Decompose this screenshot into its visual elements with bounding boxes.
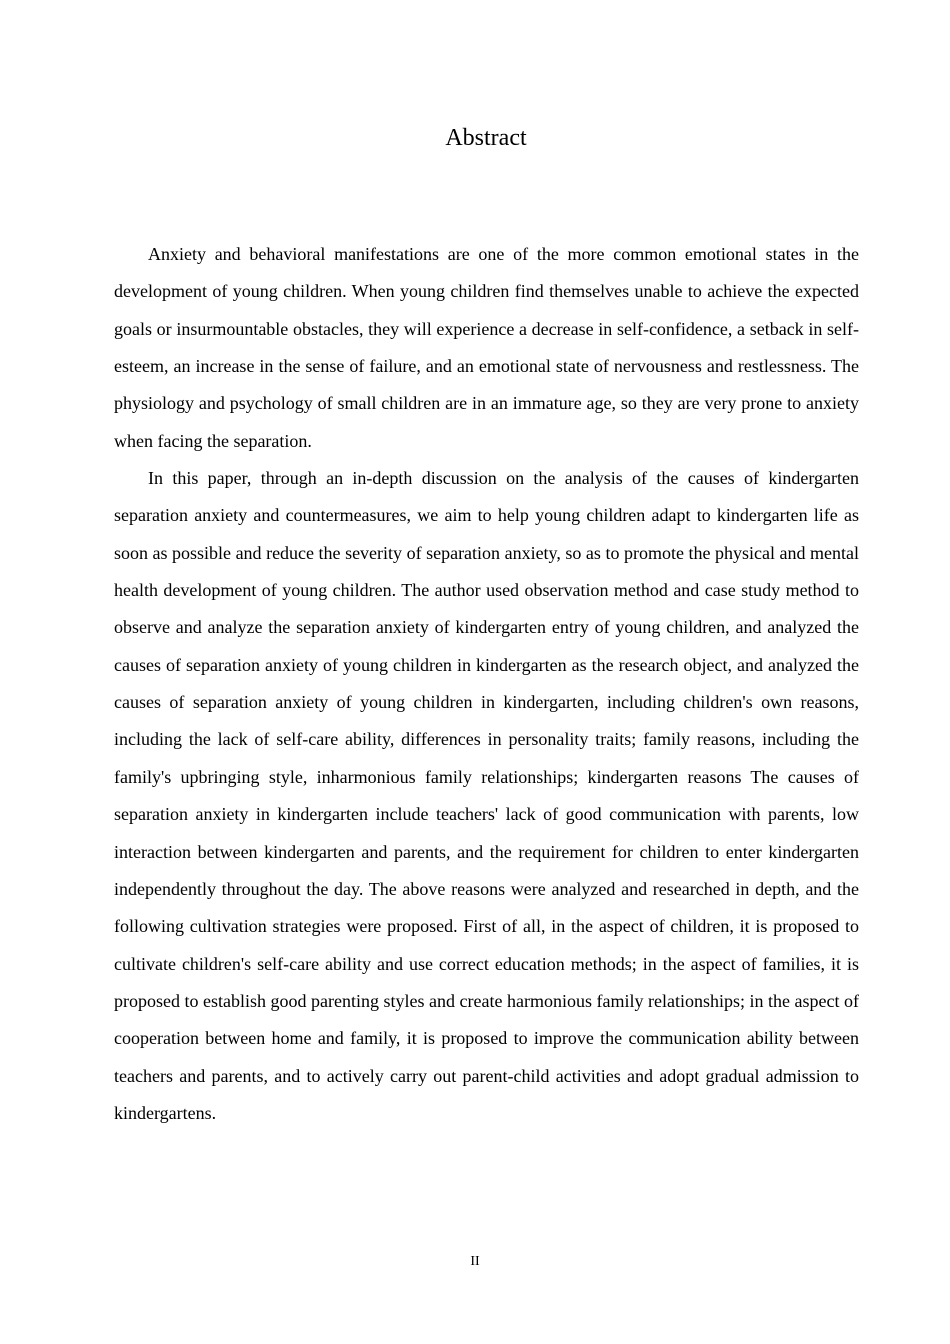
page-number: II (470, 1254, 480, 1269)
page-title: Abstract (445, 125, 527, 151)
abstract-paragraph: In this paper, through an in-depth discussion on the analysis of the causes of kindergarten separation anxiety and countermeasures, we aim to help young children adapt to kindergarten life as soon as possible and reduce the severity of separation anxiety, so as to promote the physical and mental health development of young children. The author used observation method and case study method to observe and analyze the separation anxiety of kindergarten entry of young children, and analyzed the causes of separation anxiety of young children in kindergarten as the research object, and analyzed the causes of separation anxiety of young children in kindergarten, including children's own reasons, including the lack of self-care ability, differences in personality traits; family reasons, including the family's upbringing style, inharmonious family relationships; kindergarten reasons The causes of separation anxiety in kindergarten include teachers' lack of good communication with parents, low interaction between kindergarten and parents, and the requirement for children to enter kindergarten independently throughout the day. The above reasons were analyzed and researched in depth, and the following cultivation strategies were proposed. First of all, in the aspect of children, it is proposed to cultivate children's self-care ability and use correct education methods; in the aspect of families, it is proposed to establish good parenting styles and create harmonious family relationships; in the aspect of cooperation between home and family, it is proposed to improve the communication ability between teachers and parents, and to actively carry out parent-child activities and adopt gradual admission to kindergartens. (114, 468, 859, 1123)
abstract-paragraph: Anxiety and behavioral manifestations are one of the more common emotional states in the development of young children. When young children find themselves unable to achieve the expected goals or insurmountable obstacles, they will experience a decrease in self-confidence, a setback in self-esteem, an increase in the sense of failure, and an emotional state of nervousness and restlessness. The physiology and psychology of small children are in an immature age, so they are very prone to anxiety when facing the separation. (114, 244, 859, 451)
abstract-body (114, 236, 859, 1132)
